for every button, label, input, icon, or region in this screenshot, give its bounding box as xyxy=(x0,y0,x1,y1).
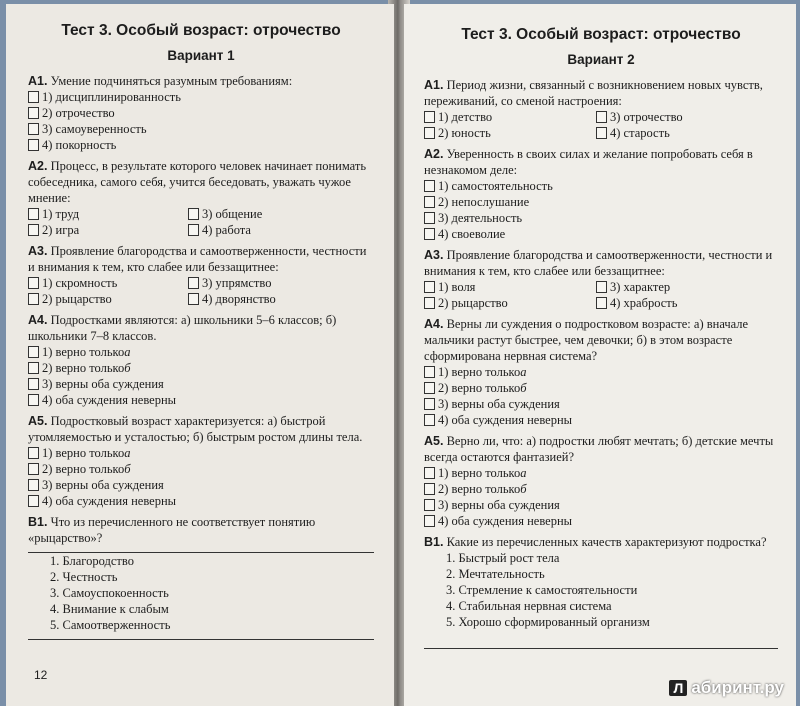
checkbox[interactable] xyxy=(424,515,435,527)
left-a4-opt1[interactable]: 1) верно только а xyxy=(28,344,374,360)
checkbox[interactable] xyxy=(28,224,39,236)
left-title: Тест 3. Особый возраст: отрочество xyxy=(61,22,341,39)
right-a2-opt3[interactable]: 3) деятельность xyxy=(424,210,778,226)
right-a5-question: А5. Верно ли, что: а) подростки любят мечтать; б) детские мечты всегда остаются фантазией? xyxy=(424,434,774,464)
left-page xyxy=(6,4,394,706)
checkbox[interactable] xyxy=(28,123,39,135)
left-a2-opt3[interactable]: 3) общение xyxy=(188,206,374,222)
answer-line[interactable] xyxy=(28,639,374,640)
left-a5-opt4[interactable]: 4) оба суждения неверны xyxy=(28,493,374,509)
left-a3-question: А3. Проявление благородства и самоотверженности, честности и внимания к тем, кто слабее или беззащитнее: xyxy=(28,244,367,274)
left-a5-opt1[interactable]: 1) верно только а xyxy=(28,445,374,461)
checkbox[interactable] xyxy=(28,107,39,119)
checkbox[interactable] xyxy=(424,398,435,410)
list-item: 4. Внимание к слабым xyxy=(50,602,169,616)
list-item: 1. Благородство xyxy=(50,554,134,568)
checkbox[interactable] xyxy=(596,281,607,293)
checkbox[interactable] xyxy=(28,362,39,374)
left-a5-opt2[interactable]: 2) верно только б xyxy=(28,461,374,477)
checkbox[interactable] xyxy=(28,495,39,507)
checkbox[interactable] xyxy=(424,483,435,495)
checkbox[interactable] xyxy=(424,111,435,123)
right-title: Тест 3. Особый возраст: отрочество xyxy=(461,26,741,43)
right-a1-opt3[interactable]: 3) отрочество xyxy=(596,109,778,125)
checkbox[interactable] xyxy=(28,293,39,305)
list-item: 5. Хорошо сформированный организм xyxy=(446,615,650,629)
right-a2-opt2[interactable]: 2) непослушание xyxy=(424,194,778,210)
right-a3-opt1[interactable]: 1) воля xyxy=(424,279,596,295)
right-a4-opt3[interactable]: 3) верны оба суждения xyxy=(424,396,778,412)
list-item: 2. Честность xyxy=(50,570,118,584)
right-a4-question: А4. Верны ли суждения о подростковом возрасте: а) вначале мальчики растут быстрее, чем девочки; б) в этом возрасте сформирована нервная система? xyxy=(424,317,749,363)
left-a4-opt4[interactable]: 4) оба суждения неверны xyxy=(28,392,374,408)
right-b1-question: В1. Какие из перечисленных качеств характеризуют подростка? xyxy=(424,535,767,549)
right-a3-question: А3. Проявление благородства и самоотверженности, честности и внимания к тем, кто слабее или беззащитнее: xyxy=(424,248,773,278)
logo-mark: Л xyxy=(669,680,687,696)
left-a3-opt1[interactable]: 1) скромность xyxy=(28,275,188,291)
checkbox[interactable] xyxy=(28,91,39,103)
checkbox[interactable] xyxy=(596,111,607,123)
left-a2-question: А2. Процесс, в результате которого человек начинает понимать собеседника, самого себя, учится беседовать, уважать чужое мнение: xyxy=(28,159,367,205)
right-a5-opt1[interactable]: 1) верно только а xyxy=(424,465,778,481)
left-a1-question: А1. Умение подчиняться разумным требованиям: xyxy=(28,74,293,88)
right-a2-opt1[interactable]: 1) самостоятельность xyxy=(424,178,778,194)
checkbox[interactable] xyxy=(28,346,39,358)
checkbox[interactable] xyxy=(424,180,435,192)
checkbox[interactable] xyxy=(188,208,199,220)
checkbox[interactable] xyxy=(188,277,199,289)
right-a1-opt4[interactable]: 4) старость xyxy=(596,125,778,141)
right-variant: Вариант 2 xyxy=(567,52,635,67)
checkbox[interactable] xyxy=(424,196,435,208)
right-a1-opt2[interactable]: 2) юность xyxy=(424,125,596,141)
right-a1-opt1[interactable]: 1) детство xyxy=(424,109,596,125)
checkbox[interactable] xyxy=(188,293,199,305)
checkbox[interactable] xyxy=(28,463,39,475)
checkbox[interactable] xyxy=(424,228,435,240)
page-number: 12 xyxy=(34,668,48,682)
checkbox[interactable] xyxy=(596,127,607,139)
checkbox[interactable] xyxy=(424,382,435,394)
list-item: 2. Мечтательность xyxy=(446,567,545,581)
logo-text: абиринт.ру xyxy=(691,678,784,697)
right-a5-opt2[interactable]: 2) верно только б xyxy=(424,481,778,497)
list-item: 5. Самоотверженность xyxy=(50,618,171,632)
checkbox[interactable] xyxy=(28,277,39,289)
left-a4-opt2[interactable]: 2) верно только б xyxy=(28,360,374,376)
left-a2-opt2[interactable]: 2) игра xyxy=(28,222,188,238)
checkbox[interactable] xyxy=(596,297,607,309)
left-a5-opt3[interactable]: 3) верны оба суждения xyxy=(28,477,374,493)
right-a4-opt4[interactable]: 4) оба суждения неверны xyxy=(424,412,778,428)
right-a3-opt4[interactable]: 4) храбрость xyxy=(596,295,778,311)
checkbox[interactable] xyxy=(424,366,435,378)
right-a5-opt4[interactable]: 4) оба суждения неверны xyxy=(424,513,778,529)
left-a1-opt4[interactable]: 4) покорность xyxy=(28,137,374,153)
checkbox[interactable] xyxy=(424,212,435,224)
left-a1-opt1[interactable]: 1) дисциплинированность xyxy=(28,89,374,105)
right-a2-question: А2. Уверенность в своих силах и желание попробовать себя в незнакомом деле: xyxy=(424,147,753,177)
checkbox[interactable] xyxy=(28,447,39,459)
checkbox[interactable] xyxy=(424,281,435,293)
checkbox[interactable] xyxy=(424,414,435,426)
left-a4-question: А4. Подростками являются: а) школьники 5–6 классов; б) школьники 7–8 классов. xyxy=(28,313,337,343)
left-variant: Вариант 1 xyxy=(167,48,235,63)
left-a4-opt3[interactable]: 3) верны оба суждения xyxy=(28,376,374,392)
list-item: 3. Самоуспокоенность xyxy=(50,586,169,600)
checkbox[interactable] xyxy=(424,297,435,309)
right-a1-question: А1. Период жизни, связанный с возникновением новых чувств, переживаний, со сменой настроения: xyxy=(424,78,763,108)
left-a5-question: А5. Подростковый возраст характеризуется: а) быстрой утомляемостью и усталостью; б) быстрым ростом длины тела. xyxy=(28,414,363,444)
checkbox[interactable] xyxy=(28,139,39,151)
left-b1-question: В1. Что из перечисленного не соответствует понятию «рыцарство»? xyxy=(28,515,316,545)
checkbox[interactable] xyxy=(28,394,39,406)
right-a4-opt1[interactable]: 1) верно только а xyxy=(424,364,778,380)
checkbox[interactable] xyxy=(28,208,39,220)
left-a2-opt4[interactable]: 4) работа xyxy=(188,222,374,238)
right-a5-opt3[interactable]: 3) верны оба суждения xyxy=(424,497,778,513)
left-a1-opt2[interactable]: 2) отрочество xyxy=(28,105,374,121)
left-a3-opt2[interactable]: 2) рыцарство xyxy=(28,291,188,307)
checkbox[interactable] xyxy=(28,378,39,390)
left-b1-list xyxy=(28,553,374,633)
right-a4-opt2[interactable]: 2) верно только б xyxy=(424,380,778,396)
left-a3-opt3[interactable]: 3) упрямство xyxy=(188,275,374,291)
right-a3-opt3[interactable]: 3) характер xyxy=(596,279,778,295)
watermark-logo xyxy=(669,678,784,698)
left-a1-opt3[interactable]: 3) самоуверенность xyxy=(28,121,374,137)
checkbox[interactable] xyxy=(424,467,435,479)
list-item: 1. Быстрый рост тела xyxy=(446,551,560,565)
right-a3-opt2[interactable]: 2) рыцарство xyxy=(424,295,596,311)
checkbox[interactable] xyxy=(424,499,435,511)
left-a2-opt1[interactable]: 1) труд xyxy=(28,206,188,222)
right-a2-opt4[interactable]: 4) своеволие xyxy=(424,226,778,242)
list-item: 3. Стремление к самостоятельности xyxy=(446,583,638,597)
answer-line[interactable] xyxy=(424,648,778,649)
right-b1-list xyxy=(424,550,778,630)
left-a3-opt4[interactable]: 4) дворянство xyxy=(188,291,374,307)
checkbox[interactable] xyxy=(424,127,435,139)
checkbox[interactable] xyxy=(188,224,199,236)
checkbox[interactable] xyxy=(28,479,39,491)
list-item: 4. Стабильная нервная система xyxy=(446,599,612,613)
right-page xyxy=(404,4,796,706)
